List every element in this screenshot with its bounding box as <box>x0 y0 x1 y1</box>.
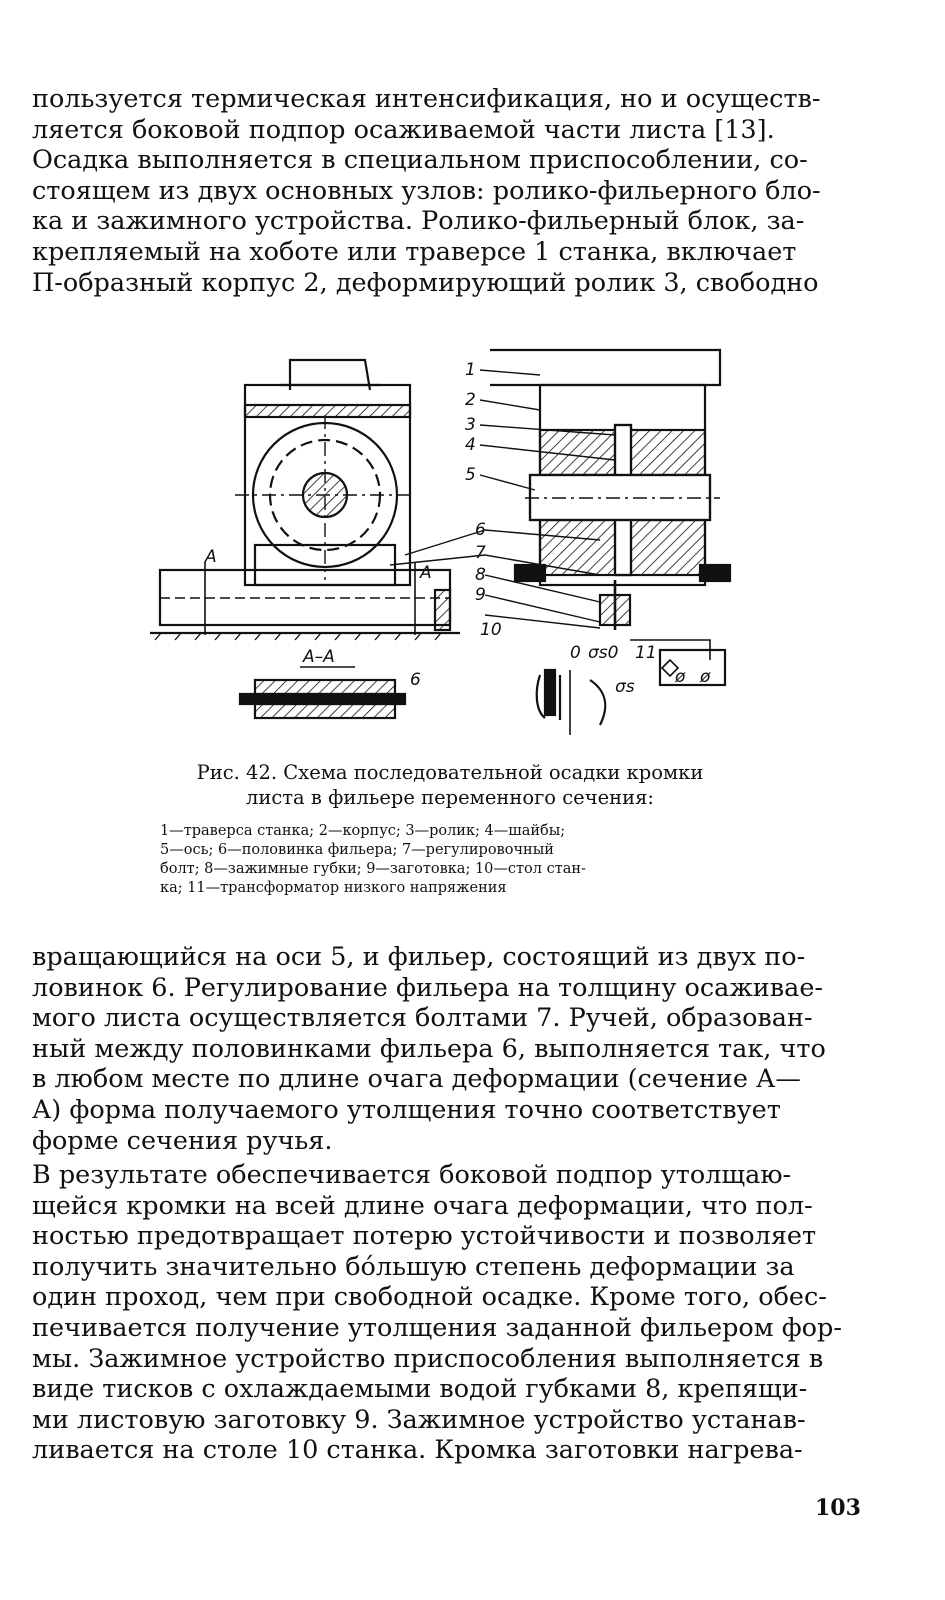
text-line: ка и зажимного устройства. Ролико-фильерный блок, за- <box>32 206 805 237</box>
label-4: 4 <box>465 435 476 455</box>
text-line: вращающийся на оси 5, и фильер, состоящий из двух по- <box>32 942 806 972</box>
paragraph-bottom <box>32 1160 862 1466</box>
label-2: 2 <box>465 390 476 410</box>
label-section-a-left: A <box>205 547 217 567</box>
label-9: 9 <box>475 585 486 605</box>
text-line: ляется боковой подпор осаживаемой части листа [13]. <box>32 114 775 145</box>
label-6: 6 <box>475 520 486 540</box>
label-phi-2: ø <box>700 667 711 687</box>
label-zero: 0 <box>570 643 581 663</box>
label-sigma-s0: σs0 <box>588 643 619 663</box>
legend-line: болт; 8—зажимные губки; 9—заготовка; 10—стол стан- <box>160 861 586 877</box>
label-8: 8 <box>475 565 486 585</box>
text-line: мы. Зажимное устройство приспособления выполняется в <box>32 1343 824 1374</box>
text-line: ми листовую заготовку 9. Зажимное устройство устанав- <box>32 1404 806 1435</box>
legend-line: 1—траверса станка; 2—корпус; 3—ролик; 4—шайбы; <box>160 823 566 839</box>
text-line: в любом месте по длине очага деформации (сечение А— <box>32 1064 801 1095</box>
label-7: 7 <box>475 543 486 563</box>
text-line: ный между половинками фильера 6, выполняется так, что <box>32 1033 826 1064</box>
label-10: 10 <box>480 620 502 640</box>
label-section-a-right: A <box>420 563 432 583</box>
text-line: печивается получение утолщения заданной фильером фор- <box>32 1312 842 1343</box>
text-line: форме сечения ручья. <box>32 1125 333 1156</box>
text-line: получить значительно бо́льшую степень деформации за <box>32 1251 795 1282</box>
paragraph-middle <box>32 942 862 1156</box>
text-line: щейся кромки на всей длине очага деформации, что пол- <box>32 1190 813 1221</box>
text-line: мого листа осуществляется болтами 7. Ручей, образован- <box>32 1003 813 1034</box>
figure-caption-title <box>155 760 745 810</box>
text-line: стоящем из двух основных узлов: ролико-фильерного бло- <box>32 175 821 206</box>
text-line: виде тисков с охлаждаемыми водой губками 8, крепящи- <box>32 1374 808 1405</box>
text-line: П-образный корпус 2, деформирующий ролик 3, свободно <box>32 267 819 298</box>
label-section-6: 6 <box>410 670 421 690</box>
text-line: крепляемый на хоботе или траверсе 1 станка, включает <box>32 236 797 267</box>
label-1: 1 <box>465 360 476 380</box>
text-line: ливается на столе 10 станка. Кромка заготовки нагрева- <box>32 1435 803 1466</box>
label-3: 3 <box>465 415 476 435</box>
text-line: В результате обеспечивается боковой подпор утолщаю- <box>32 1160 792 1190</box>
legend-line: 5—ось; 6—половинка фильера; 7—регулировочный <box>160 842 554 858</box>
caption-line: Рис. 42. Схема последовательной осадки кромки <box>196 761 704 784</box>
label-5: 5 <box>465 465 476 485</box>
page-number: 103 <box>815 1495 861 1521</box>
text-line: Осадка выполняется в специальном приспособлении, со- <box>32 145 808 176</box>
paragraph-top <box>32 84 862 298</box>
figure-42-drawing <box>140 340 740 760</box>
text-line: ностью предотвращает потерю устойчивости и позволяет <box>32 1221 817 1252</box>
text-line: ловинок 6. Регулирование фильера на толщину осаживае- <box>32 972 824 1003</box>
figure-legend <box>160 822 735 898</box>
label-phi-1: ø <box>675 667 686 687</box>
text-line: пользуется термическая интенсификация, но и осуществ- <box>32 84 821 114</box>
text-line: А) форма получаемого утолщения точно соответствует <box>32 1094 781 1125</box>
label-section-title: A–A <box>303 647 335 667</box>
legend-line: ка; 11—трансформатор низкого напряжения <box>160 880 507 896</box>
caption-line: листа в фильере переменного сечения: <box>245 786 655 809</box>
label-11: 11 <box>635 643 657 663</box>
text-line: один проход, чем при свободной осадке. Кроме того, обес- <box>32 1282 827 1313</box>
label-sigma-s: σs <box>615 677 635 697</box>
